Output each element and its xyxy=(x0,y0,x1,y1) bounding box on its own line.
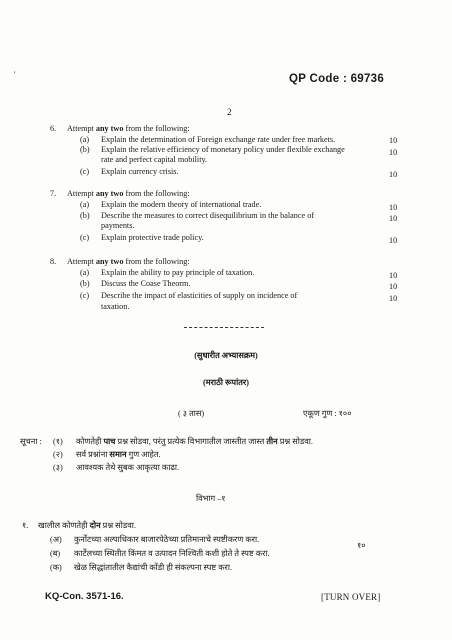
item-label: (b) xyxy=(80,145,90,154)
turn-over-note: [TURN OVER] xyxy=(321,592,381,602)
instructions-label: सूचना : xyxy=(20,437,42,446)
instruction-number: (३) xyxy=(53,463,63,472)
item-text: Explain the determination of Foreign exchange rate under free markets. xyxy=(101,135,336,144)
item-label: (अ) xyxy=(50,535,62,544)
exam-duration: ( ३ तास) xyxy=(178,409,205,418)
instruction-text: आवश्यक तेथे सुबक आकृत्या काढा. xyxy=(76,463,180,472)
item-label: (ब) xyxy=(50,549,61,558)
item-label: (a) xyxy=(80,268,90,277)
item-label: (b) xyxy=(80,211,90,220)
question-heading: Attempt any two from the following: xyxy=(67,257,190,266)
item-text-cont: taxation. xyxy=(101,302,130,311)
item-text-cont: payments. xyxy=(101,221,135,230)
item-marks: 10 xyxy=(389,136,398,145)
question-number: १. xyxy=(22,521,29,530)
item-label: (c) xyxy=(80,233,90,242)
item-text: Describe the impact of elasticities of supply on incidence of xyxy=(101,291,298,300)
item-text: कार्टेलच्या स्थितीत किंमत व उत्पादन निश्चिती कशी होते ते स्पष्ट करा. xyxy=(74,549,270,558)
section-heading: विभाग –१ xyxy=(196,494,226,503)
instruction-number: (१) xyxy=(53,437,63,446)
item-label: (b) xyxy=(80,279,90,288)
instruction-number: (२) xyxy=(53,450,63,459)
item-marks: 10 xyxy=(389,203,398,212)
item-label: (a) xyxy=(80,200,90,209)
item-marks: 10 xyxy=(389,236,398,245)
item-marks: १० xyxy=(357,541,366,550)
item-text: Describe the measures to correct disequilibrium in the balance of xyxy=(101,211,315,220)
item-marks: 10 xyxy=(389,294,398,303)
item-text: कुर्नोटच्या अल्पाधिकार बाजारपेठेच्या प्रतिमानाचे स्पष्टीकरण करा. xyxy=(74,535,260,544)
item-marks: 10 xyxy=(389,214,398,223)
qp-code: QP Code : 69736 xyxy=(289,73,385,85)
item-text-cont: rate and perfect capital mobility. xyxy=(101,155,208,164)
paper-code: KQ-Con. 3571-16. xyxy=(45,591,124,602)
item-label: (c) xyxy=(80,167,90,176)
section-divider xyxy=(184,327,264,328)
item-text: खेळ सिद्धांतातील कैद्यांची कोंडी ही संकल्पना स्पष्ट करा. xyxy=(74,563,233,572)
question-number: 7. xyxy=(50,189,57,198)
item-label: (c) xyxy=(80,291,90,300)
item-marks: 10 xyxy=(389,282,398,291)
item-label: (a) xyxy=(80,135,90,144)
item-text: Discuss the Coase Theorm. xyxy=(101,279,191,288)
item-marks: 10 xyxy=(389,170,398,179)
total-marks: एकूण गुण : १०० xyxy=(303,409,352,418)
item-marks: 10 xyxy=(389,271,398,280)
item-text: Explain currency crisis. xyxy=(101,167,179,176)
item-text: Explain protective trade policy. xyxy=(101,233,204,242)
question-heading: खालील कोणतेही दोन प्रश्न सोडवा. xyxy=(38,521,136,530)
instruction-text: कोणतेही पाच प्रश्न सोडवा, परंतु प्रत्येक विभागातील जास्तीत जास्त तीन प्रश्न सोडवा. xyxy=(76,437,313,446)
question-number: 6. xyxy=(50,124,57,133)
instruction-text: सर्व प्रश्नांना समान गुण आहेत. xyxy=(76,450,161,459)
item-label: (क) xyxy=(50,563,62,572)
question-number: 8. xyxy=(50,257,57,266)
item-text: Explain the modern theory of international trade. xyxy=(101,200,262,209)
item-marks: 10 xyxy=(389,148,398,157)
item-text: Explain the ability to pay principle of taxation. xyxy=(101,268,255,277)
question-heading: Attempt any two from the following: xyxy=(67,189,190,198)
revised-syllabus-heading: (सुधारीत अभ्यासक्रम) xyxy=(194,351,258,360)
question-heading: Attempt any two from the following: xyxy=(67,124,190,133)
page-number: 2 xyxy=(227,108,232,118)
item-text: Explain the relative efficiency of monetary policy under flexible exchange xyxy=(101,145,345,154)
translation-heading: (मराठी रूपांतर) xyxy=(203,378,249,387)
stray-mark: ' xyxy=(14,70,16,79)
